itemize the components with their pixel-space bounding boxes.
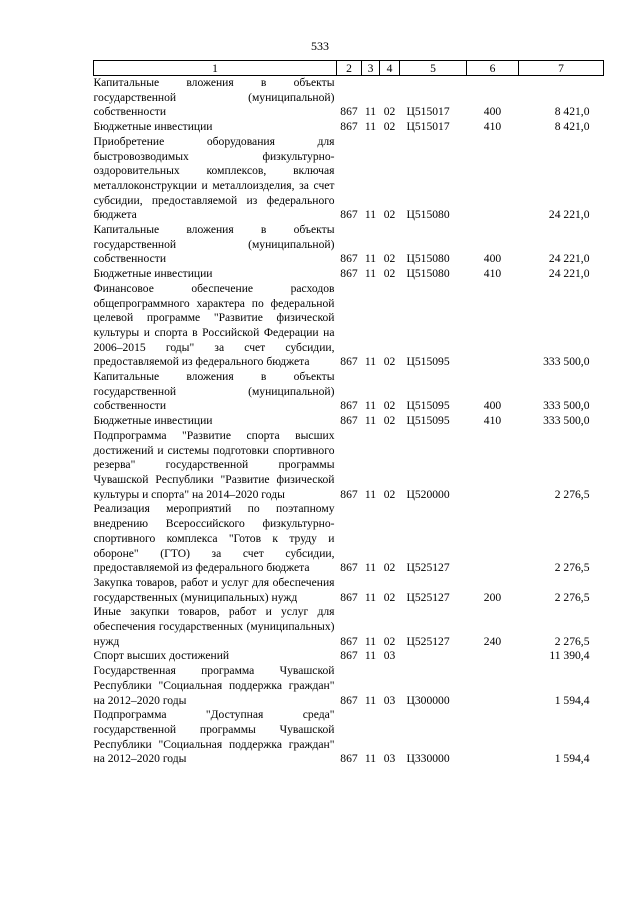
row-col-2: 867 [340,561,358,575]
row-col-5: Ц515080 [406,252,450,266]
table-row [94,223,604,267]
table-row [94,576,604,605]
row-col-3: 11 [364,355,377,369]
row-col-3: 11 [364,252,377,266]
row-col-5: Ц515017 [406,105,450,119]
row-name: Спорт высших достижений [93,649,230,663]
row-col-5: Ц515095 [406,355,450,369]
row-col-6: 240 [483,634,502,648]
header-col-1: 1 [94,61,337,76]
page-number: 533 [311,39,329,53]
row-col-6: 400 [483,399,502,413]
row-col-6 [467,282,519,370]
header-col-4: 4 [380,61,400,76]
row-col-7: 2 276,5 [554,487,590,501]
row-col-5: Ц515095 [406,414,450,428]
row-name: Закупка товаров, работ и услуг для обеспечения государственных (муниципальных) нужд [93,575,335,604]
row-col-5: Ц300000 [406,693,450,707]
header-col-6: 6 [467,61,519,76]
row-col-7: 1 594,4 [554,752,590,766]
row-col-3: 11 [364,208,377,222]
row-col-3: 11 [364,752,377,766]
row-col-6: 410 [483,267,502,281]
row-name: Подпрограмма "Доступная среда" государственной программы Чувашской Республики "Социальная поддержка граждан" на 2012–2020 годы [93,708,335,766]
table-row [94,414,604,429]
row-col-2: 867 [340,355,358,369]
row-col-6 [467,664,519,708]
row-col-3: 11 [364,561,377,575]
row-col-6 [467,649,519,664]
row-col-7: 24 221,0 [548,267,590,281]
row-col-6: 200 [483,590,502,604]
row-name: Государственная программа Чувашской Республики "Социальная поддержка граждан" на 2012–2020 годы [93,664,335,707]
row-name: Капитальные вложения в объекты государственной (муниципальной) собственности [93,76,335,119]
row-col-2: 867 [340,105,358,119]
table-row [94,267,604,282]
row-col-4: 03 [383,649,396,663]
row-name: Капитальные вложения в объекты государственной (муниципальной) собственности [93,370,335,413]
row-col-6 [467,135,519,223]
row-col-7: 8 421,0 [554,105,590,119]
row-col-2: 867 [340,267,358,281]
row-name: Бюджетные инвестиции [93,120,213,134]
header-row [94,61,604,76]
row-col-2: 867 [340,693,358,707]
row-col-7: 11 390,4 [549,649,590,663]
row-col-2: 867 [340,590,358,604]
row-col-4: 02 [383,414,396,428]
row-col-2: 867 [340,399,358,413]
row-col-3: 11 [364,105,377,119]
table-row [94,282,604,370]
row-col-4: 02 [383,487,396,501]
row-col-4: 02 [383,634,396,648]
row-col-5 [400,649,467,664]
row-col-6 [467,429,519,503]
row-name: Финансовое обеспечение расходов общепрограммного характера по федеральной целевой программе "Развитие физической культуры и спорта в Российской Федерации на 2006–2015 годы" за счет субсидии, предоставляемой из федерального бюджета [93,281,335,369]
row-col-6: 400 [483,105,502,119]
row-col-2: 867 [340,252,358,266]
table-row [94,502,604,576]
row-col-5: Ц515080 [406,208,450,222]
header-col-5: 5 [400,61,467,76]
row-col-4: 02 [383,252,396,266]
row-col-3: 11 [364,487,377,501]
row-col-3: 11 [364,634,377,648]
row-col-4: 02 [383,208,396,222]
row-col-2: 867 [340,120,358,134]
row-col-7: 2 276,5 [554,561,590,575]
table-row [94,649,604,664]
row-col-4: 02 [383,267,396,281]
row-col-7: 333 500,0 [543,355,590,369]
row-col-4: 02 [383,105,396,119]
row-col-2: 867 [340,487,358,501]
row-col-6: 400 [483,252,502,266]
row-col-7: 1 594,4 [554,693,590,707]
table-row [94,664,604,708]
row-name: Реализация мероприятий по поэтапному внедрению Всероссийского физкультурно-спортивного комплекса "Готов к труду и обороне" (ГТО) за счет субсидии, предоставляемой из федерального бюджета [93,502,335,575]
row-col-7: 2 276,5 [554,590,590,604]
table-row [94,605,604,649]
row-name: Приобретение оборудования для быстровозводимых физкультурно-оздоровительных комплексов, включая металлоконструкции и металлоизделия, за счет субсидии, предоставляемой из федерального бюджета [93,134,335,222]
row-col-3: 11 [364,414,377,428]
row-col-3: 11 [364,590,377,604]
row-col-5: Ц515080 [406,267,450,281]
table-row [94,429,604,503]
row-col-4: 02 [383,561,396,575]
row-name: Капитальные вложения в объекты государственной (муниципальной) собственности [93,223,335,266]
row-col-5: Ц520000 [406,487,450,501]
row-col-3: 11 [364,399,377,413]
row-col-4: 03 [383,752,396,766]
row-col-4: 02 [383,590,396,604]
header-col-3: 3 [362,61,380,76]
header-col-7: 7 [519,61,604,76]
row-col-2: 867 [340,752,358,766]
row-col-5: Ц525127 [406,590,450,604]
row-col-7: 2 276,5 [554,634,590,648]
row-col-7: 333 500,0 [543,399,590,413]
row-col-3: 11 [364,693,377,707]
row-col-5: Ц515017 [406,120,450,134]
row-col-5: Ц525127 [406,561,450,575]
row-col-5: Ц330000 [406,752,450,766]
row-col-2: 867 [340,208,358,222]
row-col-6: 410 [483,414,502,428]
row-col-6: 410 [483,120,502,134]
table-row [94,708,604,767]
row-name: Подпрограмма "Развитие спорта высших достижений и системы подготовки спортивного резерва" государственной программы Чувашской Республики "Развитие физической культуры и спорта" на 2014–2020 годы [93,428,335,501]
row-name: Бюджетные инвестиции [93,414,213,428]
row-col-2: 867 [340,414,358,428]
table-row [94,135,604,223]
row-col-4: 02 [383,120,396,134]
row-col-7: 333 500,0 [543,414,590,428]
row-col-7: 8 421,0 [554,120,590,134]
table-row [94,76,604,121]
row-col-4: 02 [383,399,396,413]
row-name: Бюджетные инвестиции [93,267,213,281]
row-col-2: 867 [340,649,358,663]
row-col-3: 11 [364,267,377,281]
row-col-3: 11 [364,649,377,663]
header-col-2: 2 [337,61,362,76]
row-name: Иные закупки товаров, работ и услуг для обеспечения государственных (муниципальных) нужд [93,605,335,648]
row-col-7: 24 221,0 [548,252,590,266]
row-col-2: 867 [340,634,358,648]
row-col-4: 02 [383,355,396,369]
budget-table [93,60,604,767]
row-col-6 [467,502,519,576]
row-col-5: Ц515095 [406,399,450,413]
row-col-5: Ц525127 [406,634,450,648]
row-col-7: 24 221,0 [548,208,590,222]
table-header [94,61,604,76]
row-col-3: 11 [364,120,377,134]
row-col-6 [467,708,519,767]
row-col-4: 03 [383,693,396,707]
table-row [94,120,604,135]
table-row [94,370,604,414]
table-body [94,76,604,768]
